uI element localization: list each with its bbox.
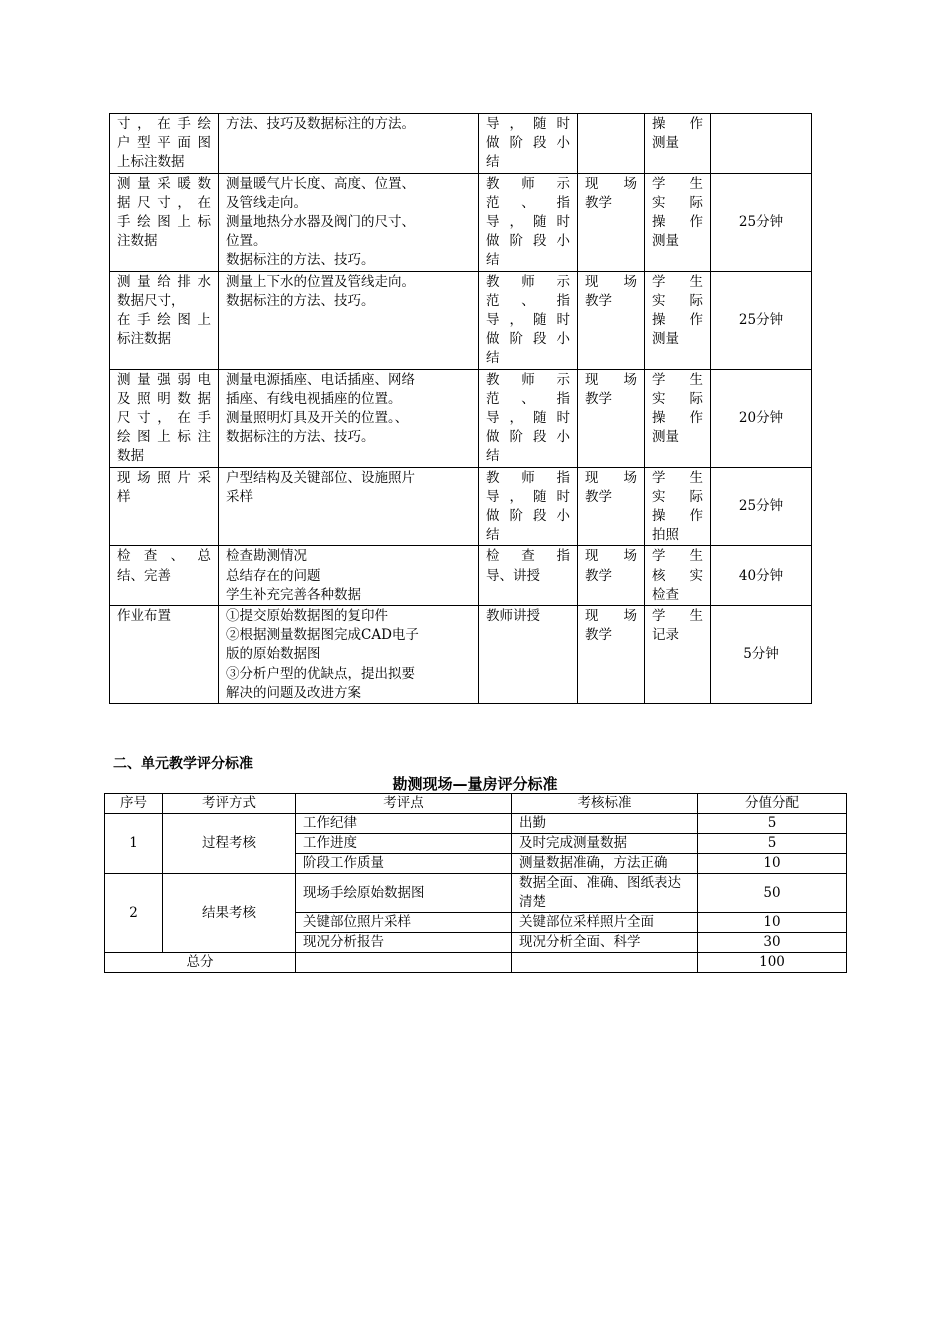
cell-text-line: 测量采暖数	[117, 175, 211, 192]
cell-text-line: 实际	[652, 488, 703, 505]
time-cell: 25分钟	[711, 467, 812, 546]
cell-text-line: 教学	[585, 292, 612, 309]
cell-text-line: 数据标注的方法、技巧。	[226, 292, 375, 309]
assessment-standard: 数据全面、准确、图纸表达清楚	[512, 874, 698, 913]
cell-text-line: 做阶段小	[486, 331, 570, 348]
cell-text-line: 做阶段小	[486, 429, 570, 446]
cell-text-line: 数据标注的方法、技巧。	[226, 252, 375, 269]
row-number: 2	[105, 874, 163, 953]
cell-text-line: 结、完善	[117, 567, 171, 584]
cell-text-line: 作业布置	[117, 608, 171, 625]
cell-text-line: 教师指	[486, 469, 570, 486]
cell-text-line: 范、指	[486, 390, 570, 407]
cell-text-line: 操作	[652, 312, 703, 329]
cell-text-line: 数据标注的方法、技巧。	[226, 429, 375, 446]
cell-text-line: 测量	[652, 429, 679, 446]
cell-text-line: 户型结构及关键部位、设施照片	[226, 469, 415, 486]
total-label: 总分	[105, 953, 296, 973]
assessment-standard: 测量数据准确，方法正确	[512, 854, 698, 874]
teaching-form-cell	[578, 606, 645, 704]
cell-text-line: 做阶段小	[486, 135, 570, 152]
teacher-activity-cell	[479, 114, 578, 174]
method-cell	[219, 369, 479, 467]
score: 5	[698, 834, 847, 854]
cell-text-line: 上标注数据	[117, 154, 185, 171]
cell-text-line: 绘图上标注	[117, 429, 211, 446]
cell-text-line: 学生	[652, 469, 703, 486]
header-cell: 分值分配	[698, 794, 847, 814]
student-activity-cell	[645, 173, 711, 271]
cell-text-line: 采样	[226, 488, 253, 505]
teaching-schedule-table	[109, 113, 812, 704]
cell-text-line: 位置。	[226, 233, 267, 250]
cell-text-line: 检查、总	[117, 548, 211, 565]
cell-text-line: 结	[486, 252, 500, 269]
cell-text-line: 做阶段小	[486, 233, 570, 250]
method-cell	[219, 467, 479, 546]
cell-text-line: 总结存在的问题	[226, 567, 321, 584]
assessment-point: 现况分析报告	[296, 933, 512, 953]
cell-text-line: 寸，在手绘	[117, 116, 211, 132]
cell-text-line: 学生	[652, 273, 703, 290]
teacher-activity-cell	[479, 173, 578, 271]
cell-text-line: 教师示	[486, 371, 570, 388]
cell-text-line: 导，随时	[486, 312, 570, 329]
table-row	[110, 606, 812, 704]
teaching-form-cell	[578, 173, 645, 271]
method-cell	[219, 114, 479, 174]
cell-text-line: 数据尺寸，	[117, 292, 185, 309]
cell-text-line: 版的原始数据图	[226, 646, 321, 663]
cell-text-line: 导，随时	[486, 116, 570, 132]
student-activity-cell	[645, 546, 711, 606]
table-row	[110, 114, 812, 174]
cell-text-line: 及管线走向。	[226, 194, 307, 211]
teaching-form-cell	[578, 271, 645, 369]
cell-text-line: 手绘图上标	[117, 214, 211, 231]
cell-text-line: 测量照明灯具及开关的位置。、	[226, 410, 409, 427]
cell-text-line: 拍照	[652, 527, 679, 544]
section-heading: 二、单元教学评分标准	[113, 756, 253, 772]
method-cell	[219, 546, 479, 606]
assessment-standard: 关键部位采样照片全面	[512, 913, 698, 933]
table-row	[110, 546, 812, 606]
cell-text-line: 尺寸，在手	[117, 410, 211, 427]
method-cell	[219, 173, 479, 271]
student-activity-cell	[645, 114, 711, 174]
cell-text-line: 教师示	[486, 175, 570, 192]
empty-cell	[512, 953, 698, 973]
cell-text-line: 测量强弱电	[117, 371, 211, 388]
cell-text-line: ①提交原始数据图的复印件	[226, 608, 388, 625]
cell-text-line: 现场	[585, 608, 637, 625]
cell-text-line: 学生	[652, 608, 703, 625]
cell-text-line: 实际	[652, 194, 703, 211]
cell-text-line: 结	[486, 154, 500, 171]
activity-content-cell	[110, 173, 219, 271]
cell-text-line: 操作	[652, 116, 703, 132]
table-row	[110, 271, 812, 369]
cell-text-line: 据尺寸，在	[117, 194, 211, 211]
assessment-standard: 现况分析全面、科学	[512, 933, 698, 953]
assessment-mode: 结果考核	[163, 874, 296, 953]
cell-text-line: 做阶段小	[486, 508, 570, 525]
cell-text-line: 现场	[585, 371, 637, 388]
cell-text-line: 范、指	[486, 292, 570, 309]
cell-text-line: 测量给排水	[117, 273, 211, 290]
cell-text-line: 范、指	[486, 194, 570, 211]
assessment-point: 工作纪律	[296, 814, 512, 834]
student-activity-cell	[645, 271, 711, 369]
activity-content-cell	[110, 546, 219, 606]
teaching-form-cell	[578, 546, 645, 606]
cell-text-line: 现场照片采	[117, 469, 211, 486]
time-cell: 20分钟	[711, 369, 812, 467]
cell-text-line: 数据	[117, 448, 144, 465]
cell-text-line: 样	[117, 488, 131, 505]
teacher-activity-cell	[479, 271, 578, 369]
cell-text-line: 教师讲授	[486, 608, 540, 625]
cell-text-line: 插座、有线电视插座的位置。	[226, 390, 402, 407]
time-cell	[711, 114, 812, 174]
time-cell: 5分钟	[711, 606, 812, 704]
score: 10	[698, 854, 847, 874]
cell-text-line: 学生补充完善各种数据	[226, 586, 361, 603]
cell-text-line: 方法、技巧及数据标注的方法。	[226, 116, 415, 132]
cell-text-line: 现场	[585, 175, 637, 192]
method-cell	[219, 606, 479, 704]
cell-text-line: 导，随时	[486, 410, 570, 427]
cell-text-line: 导，随时	[486, 214, 570, 231]
assessment-point: 阶段工作质量	[296, 854, 512, 874]
student-activity-cell	[645, 369, 711, 467]
empty-cell	[296, 953, 512, 973]
score: 10	[698, 913, 847, 933]
total-score: 100	[698, 953, 847, 973]
time-cell: 40分钟	[711, 546, 812, 606]
cell-text-line: 结	[486, 350, 500, 367]
cell-text-line: 学生	[652, 548, 703, 565]
cell-text-line: 现场	[585, 469, 637, 486]
cell-text-line: 测量	[652, 135, 679, 152]
cell-text-line: 测量电源插座、电话插座、网络	[226, 371, 415, 388]
cell-text-line: 测量地热分水器及阀门的尺寸、	[226, 214, 415, 231]
cell-text-line: 检查	[652, 586, 679, 603]
score: 30	[698, 933, 847, 953]
cell-text-line: ②根据测量数据图完成CAD电子	[226, 627, 419, 644]
activity-content-cell	[110, 606, 219, 704]
cell-text-line: 操作	[652, 410, 703, 427]
cell-text-line: 实际	[652, 292, 703, 309]
scoring-standard-table	[104, 793, 847, 973]
score: 50	[698, 874, 847, 913]
assessment-standard: 出勤	[512, 814, 698, 834]
cell-text-line: 导、讲授	[486, 567, 540, 584]
cell-text-line: 实际	[652, 390, 703, 407]
cell-text-line: 教学	[585, 567, 612, 584]
header-cell: 考评点	[296, 794, 512, 814]
time-cell: 25分钟	[711, 271, 812, 369]
table-row	[105, 874, 847, 913]
header-cell: 序号	[105, 794, 163, 814]
cell-text-line: 记录	[652, 627, 679, 644]
table-title: 勘测现场—量房评分标准	[392, 775, 558, 793]
cell-text-line: 核实	[652, 567, 703, 584]
cell-text-line: 导，随时	[486, 488, 570, 505]
cell-text-line: 学生	[652, 371, 703, 388]
teaching-form-cell	[578, 369, 645, 467]
teacher-activity-cell	[479, 467, 578, 546]
activity-content-cell	[110, 114, 219, 174]
cell-text-line: 教师示	[486, 273, 570, 290]
cell-text-line: 结	[486, 527, 500, 544]
activity-content-cell	[110, 467, 219, 546]
assessment-point: 现场手绘原始数据图	[296, 874, 512, 913]
assessment-standard: 及时完成测量数据	[512, 834, 698, 854]
cell-text-line: 及照明数据	[117, 390, 211, 407]
header-cell: 考核标准	[512, 794, 698, 814]
table-row	[105, 814, 847, 834]
cell-text-line: 测量	[652, 331, 679, 348]
teacher-activity-cell	[479, 546, 578, 606]
assessment-mode: 过程考核	[163, 814, 296, 874]
cell-text-line: 现场	[585, 548, 637, 565]
assessment-point: 工作进度	[296, 834, 512, 854]
student-activity-cell	[645, 606, 711, 704]
cell-text-line: 户型平面图	[117, 135, 211, 152]
teacher-activity-cell	[479, 369, 578, 467]
cell-text-line: 标注数据	[117, 331, 171, 348]
cell-text-line: 检查指	[486, 548, 570, 565]
table-row	[110, 369, 812, 467]
table-row	[110, 173, 812, 271]
cell-text-line: 结	[486, 448, 500, 465]
cell-text-line: 检查勘测情况	[226, 548, 307, 565]
cell-text-line: 学生	[652, 175, 703, 192]
teacher-activity-cell	[479, 606, 578, 704]
activity-content-cell	[110, 369, 219, 467]
cell-text-line: 教学	[585, 194, 612, 211]
total-row	[105, 953, 847, 973]
cell-text-line: 在手绘图上	[117, 312, 211, 329]
cell-text-line: 测量暖气片长度、高度、位置、	[226, 175, 415, 192]
cell-text-line: 解决的问题及改进方案	[226, 684, 361, 701]
cell-text-line: 教学	[585, 627, 612, 644]
cell-text-line: 操作	[652, 214, 703, 231]
cell-text-line: 操作	[652, 508, 703, 525]
method-cell	[219, 271, 479, 369]
cell-text-line: 教学	[585, 390, 612, 407]
header-cell: 考评方式	[163, 794, 296, 814]
teaching-form-cell	[578, 467, 645, 546]
cell-text-line: 现场	[585, 273, 637, 290]
score: 5	[698, 814, 847, 834]
cell-text-line: 测量	[652, 233, 679, 250]
row-number: 1	[105, 814, 163, 874]
header-row	[105, 794, 847, 814]
assessment-point: 关键部位照片采样	[296, 913, 512, 933]
cell-text-line: 测量上下水的位置及管线走向。	[226, 273, 415, 290]
cell-text-line: ③分析户型的优缺点，提出拟要	[226, 665, 415, 682]
teaching-form-cell	[578, 114, 645, 174]
cell-text-line: 注数据	[117, 233, 158, 250]
cell-text-line: 教学	[585, 488, 612, 505]
table-row	[110, 467, 812, 546]
activity-content-cell	[110, 271, 219, 369]
time-cell: 25分钟	[711, 173, 812, 271]
student-activity-cell	[645, 467, 711, 546]
